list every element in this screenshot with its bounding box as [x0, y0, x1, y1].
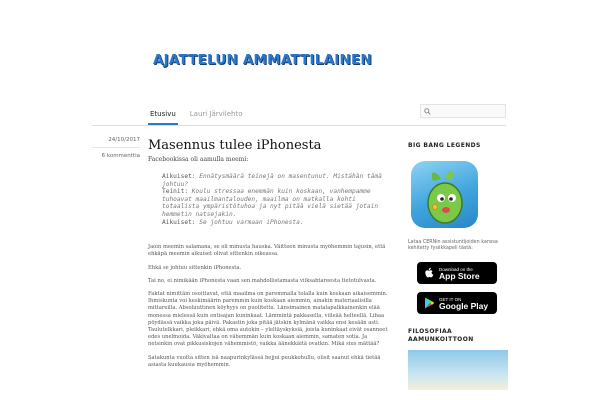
- search-input[interactable]: [431, 108, 505, 114]
- quote-speaker: Aikuiset:: [162, 173, 196, 180]
- quote-text: Koulu stressaa enemmän kuin koskaan, vanhempamme tuhoavat maailmantalouden, maailma on matkalla kohti totaalista ympäristötuhoa ja nyt pitää vielä sietää jotain hemmetin natsejakin.: [162, 188, 379, 218]
- quote-line: [162, 219, 393, 227]
- post-date[interactable]: 24/10/2017: [92, 137, 140, 148]
- post-meta: [92, 137, 140, 159]
- widget-description: Lataa CERNin assistuntijoiden kanssa kehitetty fysiikkapeli tästä:: [408, 240, 498, 251]
- search-box[interactable]: [420, 104, 506, 118]
- google-play-line2: Google Play: [439, 301, 489, 311]
- game-character-icon: [411, 161, 478, 228]
- nav-item-etusivu[interactable]: Etusivu: [148, 103, 178, 125]
- post-blockquote: [162, 173, 393, 226]
- book-cover-image[interactable]: [408, 350, 508, 390]
- google-play-line1: GET IT ON: [439, 297, 462, 302]
- quote-text: Se johtuu varmaan iPhonesta.: [195, 218, 304, 226]
- quote-speaker: Teinit:: [162, 188, 189, 196]
- site-title[interactable]: AJATTELUN AMMATTILAINEN: [153, 52, 372, 68]
- quote-speaker: Aikuiset:: [162, 218, 196, 226]
- post-paragraph: Jaoin meemin salamana, se oli minusta hauska. Väitteen minusta myöhemmin tajusin, että ehkäpä meemin aikuiset olivat sittenkin oikeassa.: [148, 244, 386, 258]
- big-bang-legends-app-icon[interactable]: [411, 161, 478, 228]
- post-paragraph: Tai no, ei nimikään iPhonesta vaan sen mahdollistamasta viiksabtareesta tietotulvasta.: [148, 277, 377, 284]
- post-title[interactable]: Masennus tulee iPhonesta: [148, 138, 322, 153]
- app-store-line1: Download on the: [439, 267, 473, 272]
- widget-title-big-bang: BIG BANG LEGENDS: [408, 142, 481, 149]
- post-paragraph: Faktat nimittäin osoittavat, että maailma on paremmalla tolalla kuin koskaan aikaisemmin. Ihmiskunta voi keskimäärin paremmin kuin koskaan aiemmin, ainakin materiaalisilla mittareilla. Absoluuttinen köyhyys on puolitettu. Länsimainen matalapalkkainenkin elää monessa mielessä kuin entisajan kuninkaat. Lämmintä pakkasella, viileää helteellä. Lihaa pöydässä vaikka joka päivä. Pakastin joka pitää jätskin kylmänä vaikka ensi kesään asti. Taulutelkkari, pleikkari, ehkä oma autokin – yleltäyskyksiä, joista kuninkaat eivät osanneet edes unelmoida. Väkivaltaa on vähemmän kuin koskaan aiemmin, samaten sotia. Ja netsinkin ovat pikkusiskojen vähemmistö, vaikka äänekkäitä ovatkin. Mikä sius mättää?: [148, 290, 388, 348]
- post-paragraph: Satakunta vuotta sitten isä naapurinkylässä hejjui puukkohullu, olisit saanut ehkä tietää asiasta kuukausia myöhemmin.: [148, 354, 381, 368]
- post-paragraph: Ehkä se johtuu sittenkin iPhonesta.: [148, 264, 242, 271]
- nav-item-lauri[interactable]: Lauri Järvilehto: [189, 110, 243, 118]
- widget-title-filosofiaa: FILOSOFIAA AAMUNKOITTOON: [408, 328, 474, 343]
- quote-line: [162, 188, 393, 218]
- google-play-button[interactable]: [417, 292, 497, 314]
- quote-text: Ennätysmäärä teinejä on masentunut. Mistähän tämä johtuu?: [162, 173, 382, 188]
- apple-icon: [424, 267, 434, 279]
- post-intro: Facebookissa oli aamulla meemi:: [148, 156, 249, 163]
- sidebar: [408, 142, 508, 390]
- quote-line: [162, 173, 393, 188]
- post-article: [148, 137, 393, 375]
- nav-divider: [92, 125, 506, 126]
- post-comments-link[interactable]: 6 kommenttia: [101, 153, 140, 159]
- search-icon: [424, 108, 431, 115]
- google-play-icon: [424, 297, 434, 309]
- app-store-line2: App Store: [439, 271, 480, 281]
- app-store-button[interactable]: [417, 262, 497, 284]
